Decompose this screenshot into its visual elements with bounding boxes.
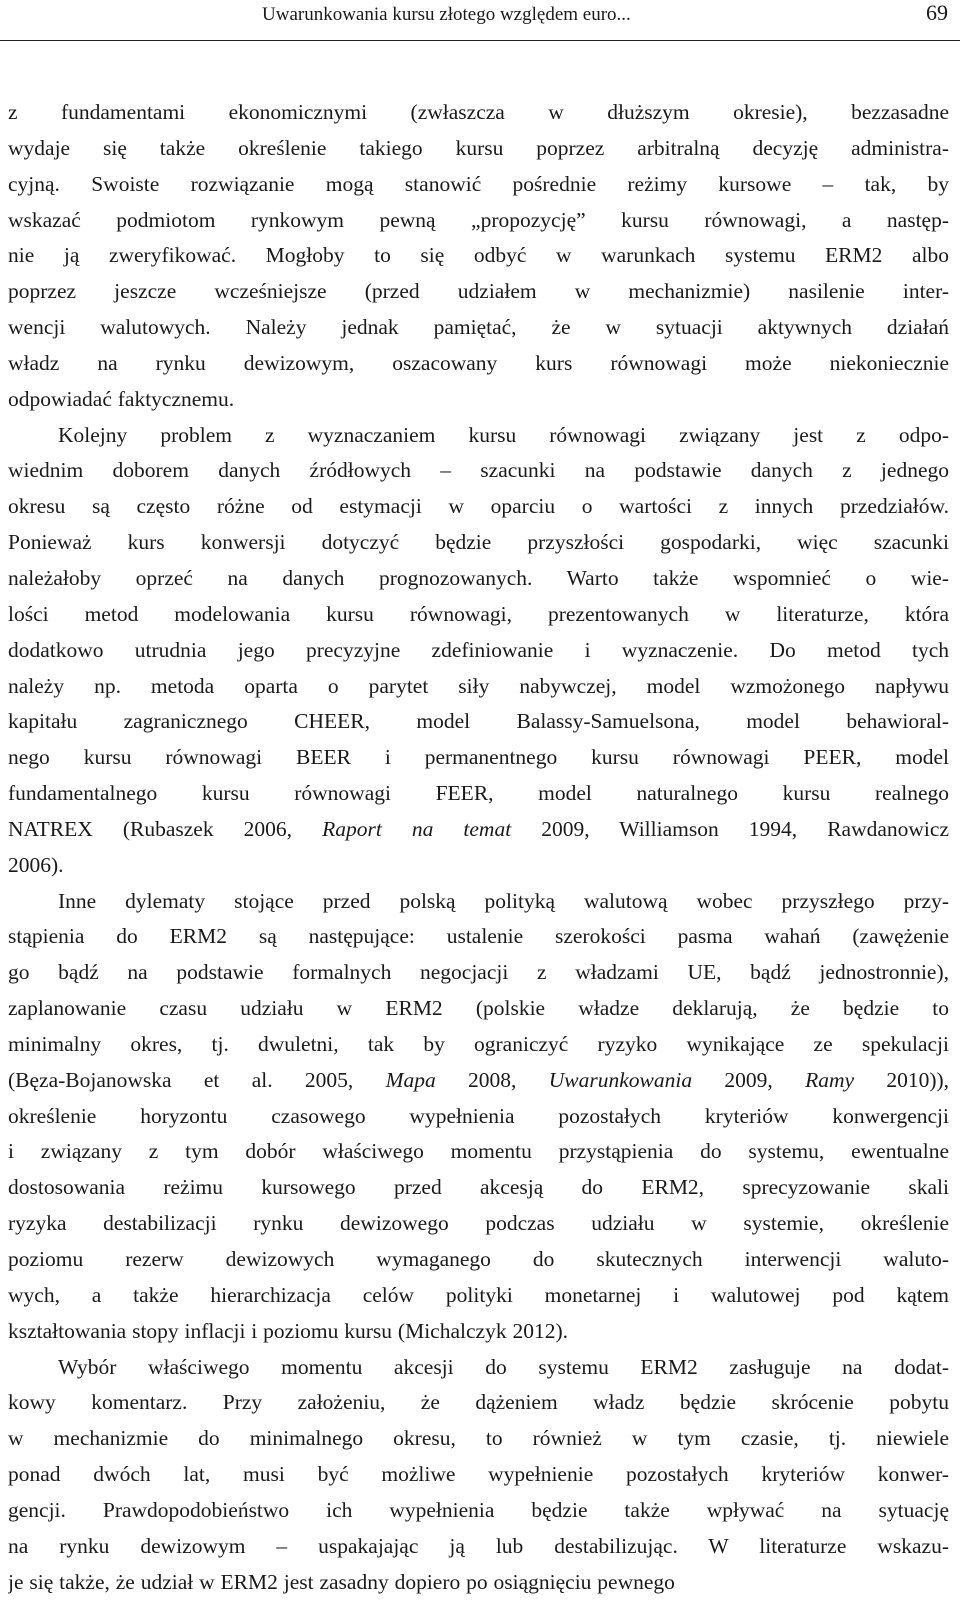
text-line: nego kursu równowagi BEER i permanentnego kursu równowagi PEER, model [8,745,949,770]
text-line: NATREX (Rubaszek 2006, Raport na temat 2009, Williamson 1994, Rawdanowicz [8,816,949,841]
text-line: Inne dylematy stojące przed polską polityką walutową wobec przyszłego przy- [58,888,949,913]
text-line: Kolejny problem z wyznaczaniem kursu równowagi związany jest z odpo- [58,422,949,447]
text-line: go bądź na podstawie formalnych negocjacji z władzami UE, bądź jednostronnie), [8,960,949,985]
text-line: należałoby oprzeć na danych prognozowanych. Warto także wspomnieć o wie- [8,565,949,590]
text-line: kowy komentarz. Przy założeniu, że dążeniem władz będzie skrócenie pobytu [8,1390,949,1415]
text-line: okresu są często różne od estymacji w oparciu o wartości z innych przedziałów. [8,494,949,519]
text-line: wiednim doborem danych źródłowych – szacunki na podstawie danych z jednego [8,458,949,483]
text-line: władz na rynku dewizowym, oszacowany kurs równowagi może niekoniecznie [8,350,949,375]
text-line: cyjną. Swoiste rozwiązanie mogą stanowić pośrednie reżimy kursowe – tak, by [8,171,949,196]
text-line: dodatkowo utrudnia jego precyzyjne zdefiniowanie i wyznaczenie. Do metod tych [8,637,949,662]
text-line: kształtowania stopy inflacji i poziomu kursu (Michalczyk 2012). [8,1318,568,1343]
text-line: wskazać podmiotom rynkowym pewną „propozycję” kursu równowagi, a następ- [8,207,949,232]
text-line: określenie horyzontu czasowego wypełnienia pozostałych kryteriów konwergencji [8,1103,949,1128]
paragraph [8,418,949,884]
text-line: zaplanowanie czasu udziału w ERM2 (polskie władze deklarują, że będzie to [8,996,949,1021]
text-line: fundamentalnego kursu równowagi FEER, model naturalnego kursu realnego [8,781,949,806]
page-number: 69 [926,0,948,25]
text-line: kapitału zagranicznego CHEER, model Balassy-Samuelsona, model behawioral- [8,709,949,734]
text-line: ponad dwóch lat, musi być możliwe wypełnienie pozostałych kryteriów konwer- [8,1462,949,1487]
text-line: wencji walutowych. Należy jednak pamiętać, że w sytuacji aktywnych działań [8,315,949,340]
text-line: 2006). [8,852,64,877]
text-line: należy np. metoda oparta o parytet siły nabywczej, model wzmożonego napływu [8,673,949,698]
text-line: ryzyka destabilizacji rynku dewizowego podczas udziału w systemie, określenie [8,1211,949,1236]
text-line: lości metod modelowania kursu równowagi, prezentowanych w literaturze, która [8,601,949,626]
text-line: i związany z tym dobór właściwego momentu przystąpienia do systemu, ewentualne [8,1139,949,1164]
paragraph [8,95,949,418]
running-title: Uwarunkowania kursu złotego względem euro... [262,4,631,25]
text-line: na rynku dewizowym – uspakajając ją lub destabilizując. W literaturze wskazu- [8,1533,949,1558]
paragraph [8,884,949,1350]
text-line: wydaje się także określenie takiego kursu poprzez arbitralną decyzję administra- [8,135,949,160]
text-line: z fundamentami ekonomicznymi (zwłaszcza w dłuższym okresie), bezzasadne [8,100,949,124]
text-line: Ponieważ kurs konwersji dotyczyć będzie przyszłości gospodarki, więc szacunki [8,530,949,555]
running-header [0,0,960,41]
text-line: Wybór właściwego momentu akcesji do systemu ERM2 zasługuje na dodat- [58,1354,949,1379]
text-line: w mechanizmie do minimalnego okresu, to również w tym czasie, tj. niewiele [8,1426,949,1451]
text-line: dostosowania reżimu kursowego przed akcesją do ERM2, sprecyzowanie skali [8,1175,949,1200]
text-line: odpowiadać faktycznemu. [8,386,235,411]
text-line: poziomu rezerw dewizowych wymaganego do skutecznych interwencji waluto- [8,1247,949,1271]
text-line: gencji. Prawdopodobieństwo ich wypełnienia będzie także wpływać na sytuację [8,1497,949,1522]
paragraph [8,1350,949,1600]
text-line: (Bęza-Bojanowska et al. 2005, Mapa 2008, Uwarunkowania 2009, Ramy 2010)), [8,1067,949,1092]
text-line: stąpienia do ERM2 są następujące: ustalenie szerokości pasma wahań (zawężenie [8,924,949,949]
text-line: wych, a także hierarchizacja celów polityki monetarnej i walutowej pod kątem [8,1282,949,1307]
text-line: je się także, że udział w ERM2 jest zasadny dopiero po osiągnięciu pewnego [8,1569,675,1594]
body-text [8,95,949,1600]
text-line: minimalny okres, tj. dwuletni, tak by ograniczyć ryzyko wynikające ze spekulacji [8,1031,949,1056]
text-line: poprzez jeszcze wcześniejsze (przed udziałem w mechanizmie) nasilenie inter- [8,279,949,304]
text-line: nie ją zweryfikować. Mogłoby to się odbyć w warunkach systemu ERM2 albo [8,243,949,268]
